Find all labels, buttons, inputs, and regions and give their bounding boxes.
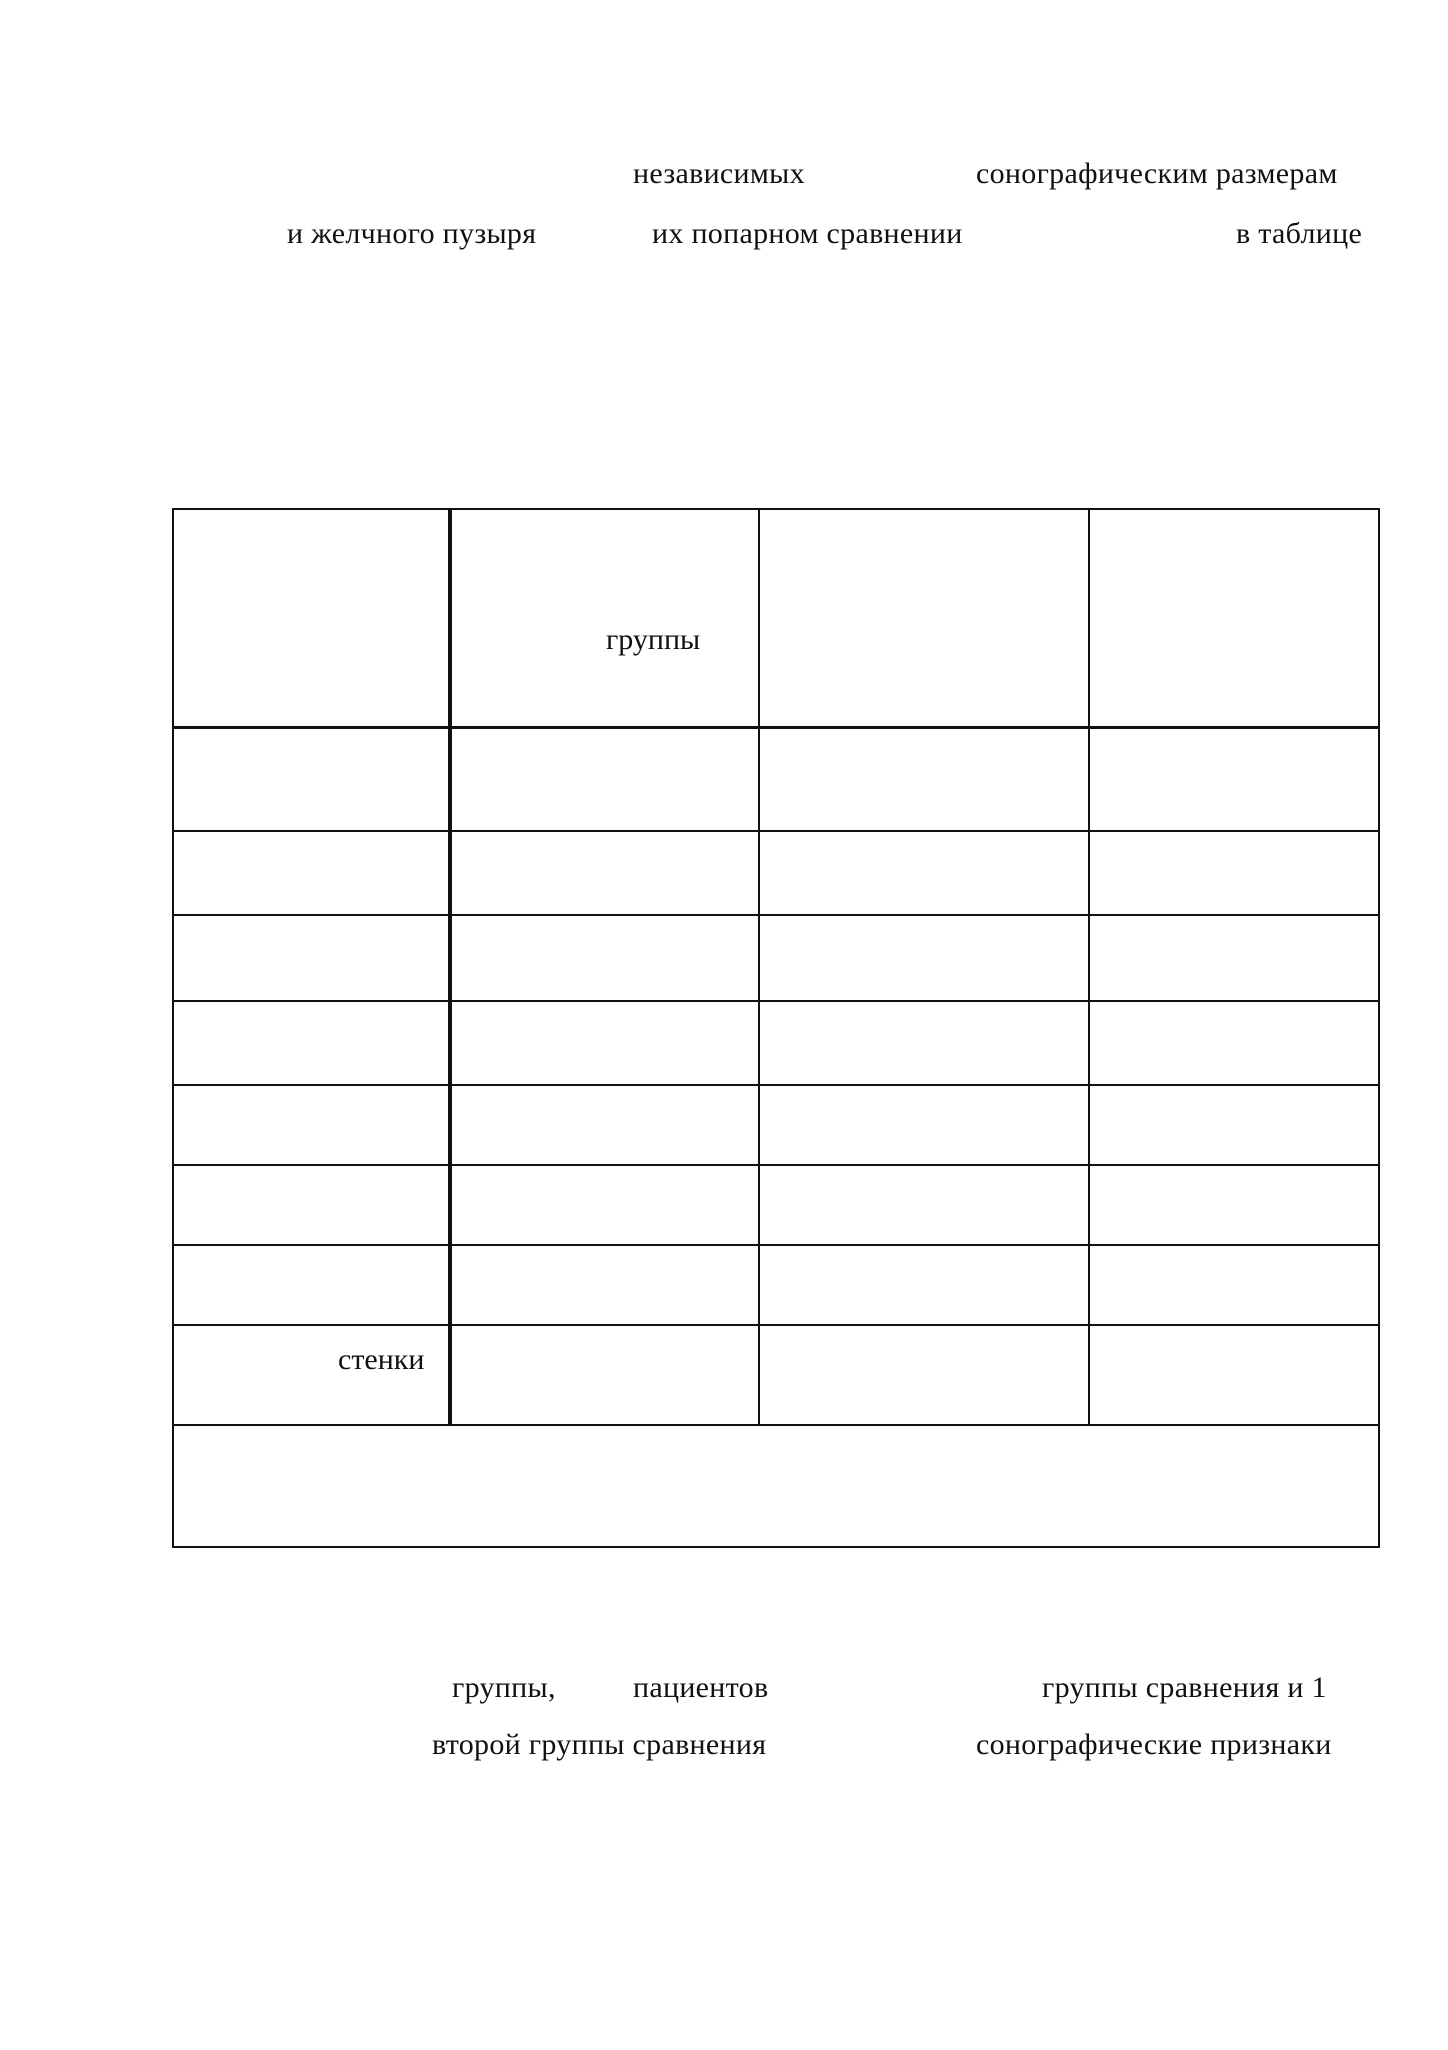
- bottom-paragraph-line2-fragment-2: сонографические признаки: [976, 1728, 1332, 1761]
- table-row-divider: [174, 1244, 1378, 1246]
- table-header-cell-group: группы: [606, 623, 701, 656]
- table-column-divider: [1088, 510, 1090, 1424]
- bottom-paragraph-line1-fragment-1: группы,: [452, 1671, 556, 1704]
- table-column-divider: [448, 510, 452, 1424]
- table-row-divider: [174, 830, 1378, 832]
- table-footer-divider: [174, 1424, 1378, 1426]
- bottom-paragraph-line1-fragment-3: группы сравнения и 1: [1042, 1671, 1327, 1704]
- top-paragraph-line2-fragment-1: и желчного пузыря: [287, 217, 537, 250]
- top-paragraph-line1-fragment-1: независимых: [633, 157, 805, 190]
- table-row-label-wall: стенки: [338, 1343, 425, 1376]
- table-row-divider: [174, 1000, 1378, 1002]
- bottom-paragraph-line2-fragment-1: второй группы сравнения: [432, 1728, 767, 1761]
- top-paragraph-line2-fragment-2: их попарном сравнении: [652, 217, 963, 250]
- table-header-divider: [174, 726, 1378, 729]
- data-table: [172, 508, 1380, 1548]
- top-paragraph-line2-fragment-3: в таблице: [1236, 217, 1363, 250]
- table-row-divider: [174, 1084, 1378, 1086]
- table-row-divider: [174, 1164, 1378, 1166]
- top-paragraph-line1-fragment-2: сонографическим размерам: [976, 157, 1338, 190]
- table-row-divider: [174, 914, 1378, 916]
- bottom-paragraph-line1-fragment-2: пациентов: [633, 1671, 769, 1704]
- table-row-divider: [174, 1324, 1378, 1326]
- table-column-divider: [758, 510, 760, 1424]
